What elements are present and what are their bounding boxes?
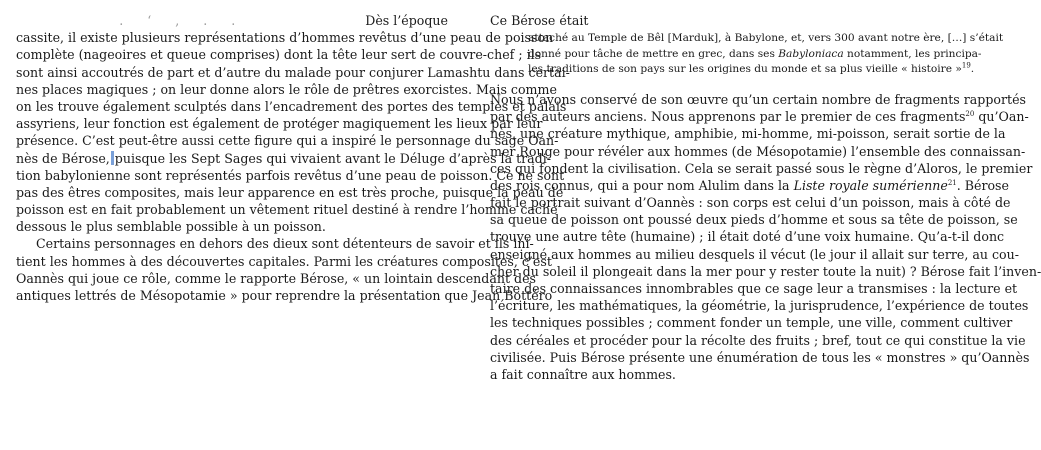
text-line: antiques lettrés de Mésopotamie » pour reprendre la présentation que Jean Bottéro — [16, 288, 553, 303]
text-line: fait le portrait suivant d’Oannès : son corps est celui d’un poisson, mais à côté de — [490, 195, 1011, 211]
text-line: Nous n’avons conservé de son œuvre qu’un certain nombre de fragments rapportés — [490, 91, 1027, 107]
text-line: nes places magiques ; on leur donne alors le rôle de prêtres exorcistes. Mais comme — [16, 81, 557, 97]
text-line: l’écriture, les mathématiques, la géométrie, la jurisprudence, l’expérience de toutes — [490, 298, 1029, 314]
text-line: tient les hommes à des découvertes capitales. Parmi les créatures composites, c’est — [16, 253, 552, 269]
text-line: taire des connaissances innombrables que ce sage leur a transmises : la lecture et — [490, 281, 1018, 297]
text-line: par des auteurs anciens. Nous apprenons par le premier de ces fragments$^{20}$ qu’Oan- — [490, 109, 1029, 125]
quote-line: donné pour tâche de mettre en grec, dans ses Babyloniaca notamment, les principa- — [528, 47, 982, 60]
text-line: dessous le plus semblable possible à un poisson. — [16, 219, 326, 235]
text-line: enseigné aux hommes au milieu desquels il vécut (le jour il allait sur terre, au cou- — [490, 246, 1019, 262]
text-line: Oannès qui joue ce rôle, comme le rapporte Bérose, « un lointain descendant des — [16, 270, 537, 286]
text-line: tion babylonienne sont représentés parfois revêtus d’une peau de poisson. Ce ne sont — [16, 167, 565, 183]
left-first-line: . ‘ , . . Dès l’époque — [119, 13, 448, 28]
text-line: sont ainsi accoutrés de part et d’autre du malade pour conjurer Lamashtu dans certai- — [16, 64, 570, 80]
text-line: cher du soleil il plongeait dans la mer pour y rester toute la nuit) ? Bérose fait l’inven- — [490, 263, 1041, 279]
quote-line: les traditions de son pays sur les origines du monde et sa plus vieille « histoire »$^{19}$. — [528, 61, 975, 76]
footnote-ref: 21 — [947, 178, 957, 187]
text-line-with-cursor[interactable]: nès de Bérose, puisque les Sept Sages qui vivaient avant le Déluge d’après la tradi- — [16, 150, 552, 166]
text-line: des céréales et procéder pour la récolte des fruits ; bref, tout ce qui constitue la vie — [490, 332, 1026, 348]
text-line: civilisée. Puis Bérose présente une énumération de tous les « monstres » qu’Oannès — [490, 349, 1030, 365]
text-line: trouve une autre tête (humaine) ; il était doté d’une voix humaine. Qu’a-t-il donc — [490, 229, 1005, 245]
text-cursor — [111, 151, 114, 165]
text-line: ces qui fondent la civilisation. Cela se serait passé sous le règne d’Aloros, le premier — [490, 160, 1033, 176]
text-line: sa queue de poisson ont poussé deux pieds d’homme et sous sa tête de poisson, se — [490, 212, 1018, 228]
text-line: les techniques possibles ; comment fonder un temple, une ville, comment cultiver — [490, 315, 1013, 331]
block-quote — [528, 31, 1004, 78]
text-line: Certains personnages en dehors des dieux sont détenteurs de savoir et ils ini- — [36, 236, 534, 252]
text-line: des rois connus, qui a pour nom Alulim dans la Liste royale sumérienne$^{21}$. Bérose — [490, 177, 1009, 193]
text-line: assyriens, leur fonction est également de protéger magiquement les lieux par leur — [16, 116, 543, 132]
text-line: complète (nageoires et queue comprises) dont la tête leur sert de couvre-chef ; ils — [16, 47, 542, 63]
text-line: mer Rouge pour révéler aux hommes (de Mésopotamie) l’ensemble des connaissan- — [490, 143, 1026, 159]
quote-line: attaché au Temple de Bêl [Marduk], à Babylone, et, vers 300 avant notre ère, […] s’était — [528, 32, 1004, 45]
text-line: pas des êtres composites, mais leur apparence en est très proche, puisque la peau de — [16, 184, 564, 200]
text-line: poisson est en fait probablement un vêtement rituel destiné à rendre l’homme caché — [16, 202, 558, 218]
footnote-ref: 19 — [961, 61, 971, 70]
right-first-line: Ce Bérose était — [490, 13, 589, 28]
text-line: cassite, il existe plusieurs représentations d’hommes revêtus d’une peau de poisson — [16, 30, 554, 46]
text-line: présence. C’est peut-être aussi cette figure qui a inspiré le personnage du sage Oan- — [16, 133, 559, 149]
text-line: a fait connaître aux hommes. — [490, 366, 676, 382]
right-column — [490, 12, 1041, 383]
footnote-ref: 20 — [965, 109, 975, 118]
faint-marks: . ‘ , . . — [119, 13, 246, 28]
text-line: nès, une créature mythique, amphibie, mi-homme, mi-poisson, serait sortie de la — [490, 126, 1006, 142]
text-line: on les trouve également sculptés dans l’encadrement des portes des temples et palais — [16, 98, 567, 114]
